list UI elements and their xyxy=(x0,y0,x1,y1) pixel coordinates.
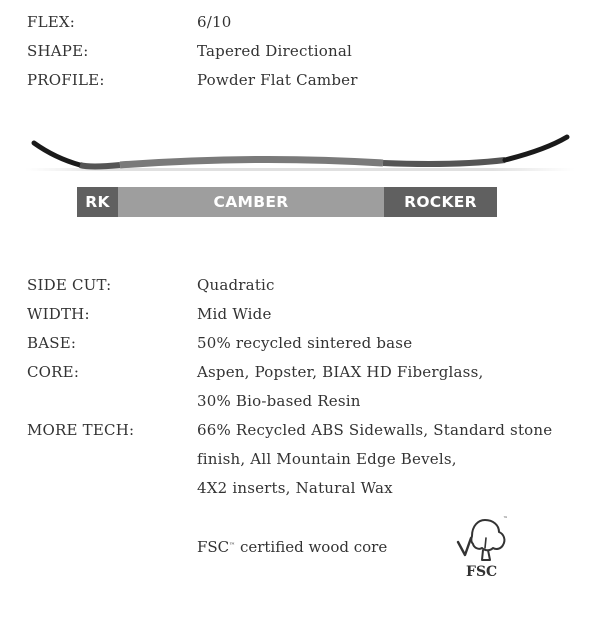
spec-value-line: Aspen, Popster, BIAX HD Fiberglass, xyxy=(197,363,484,381)
spec-value xyxy=(197,416,552,503)
fsc-prefix: FSC xyxy=(197,538,230,556)
spec-value xyxy=(197,300,272,329)
fsc-tree-canopy xyxy=(471,520,504,550)
board-rocker-right xyxy=(383,160,505,164)
spec-label: BASE: xyxy=(27,334,77,352)
spec-label: SIDE CUT: xyxy=(27,276,112,294)
zone-rk-label: RK xyxy=(77,187,118,217)
fsc-certification-text xyxy=(197,533,387,562)
fsc-checkmark xyxy=(458,538,471,555)
spec-value-line: finish, All Mountain Edge Bevels, xyxy=(197,450,457,468)
spec-label: WIDTH: xyxy=(27,305,90,323)
spec-value-line: Mid Wide xyxy=(197,305,272,323)
spec-value-line: 66% Recycled ABS Sidewalls, Standard stone xyxy=(197,421,553,439)
board-rocker-left xyxy=(80,165,120,167)
fsc-logo-text: FSC xyxy=(466,564,498,580)
zone-camber-label: CAMBER xyxy=(118,187,384,217)
spec-label: PROFILE: xyxy=(27,71,105,89)
board-camber xyxy=(120,159,383,165)
fsc-tree-branch xyxy=(485,538,486,548)
spec-value xyxy=(197,271,275,300)
spec-value xyxy=(197,329,412,358)
spec-value: Tapered Directional xyxy=(197,42,353,60)
zone-rocker-label: ROCKER xyxy=(384,187,497,217)
spec-value-line: 30% Bio-based Resin xyxy=(197,392,361,410)
spec-value xyxy=(197,358,483,416)
spec-value: 6/10 xyxy=(197,13,232,31)
spec-label: MORE TECH: xyxy=(27,421,135,439)
spec-label: FLEX: xyxy=(27,13,76,31)
fsc-tree-checkmark-icon xyxy=(454,512,514,580)
board-profile-graphic xyxy=(25,128,575,178)
spec-value-line: 50% recycled sintered base xyxy=(197,334,413,352)
spec-label: SHAPE: xyxy=(27,42,89,60)
board-tip-left xyxy=(34,143,80,165)
fsc-trademark: ™ xyxy=(229,542,236,549)
spec-value: Powder Flat Camber xyxy=(197,71,358,89)
fsc-text: certified wood core xyxy=(235,538,388,556)
fsc-logo-trademark: ™ xyxy=(503,516,508,522)
spec-value-line: 4X2 inserts, Natural Wax xyxy=(197,479,393,497)
spec-label: CORE: xyxy=(27,363,80,381)
spec-value-line: Quadratic xyxy=(197,276,275,294)
board-tip-right xyxy=(505,137,567,160)
fsc-tree-trunk xyxy=(482,550,490,560)
